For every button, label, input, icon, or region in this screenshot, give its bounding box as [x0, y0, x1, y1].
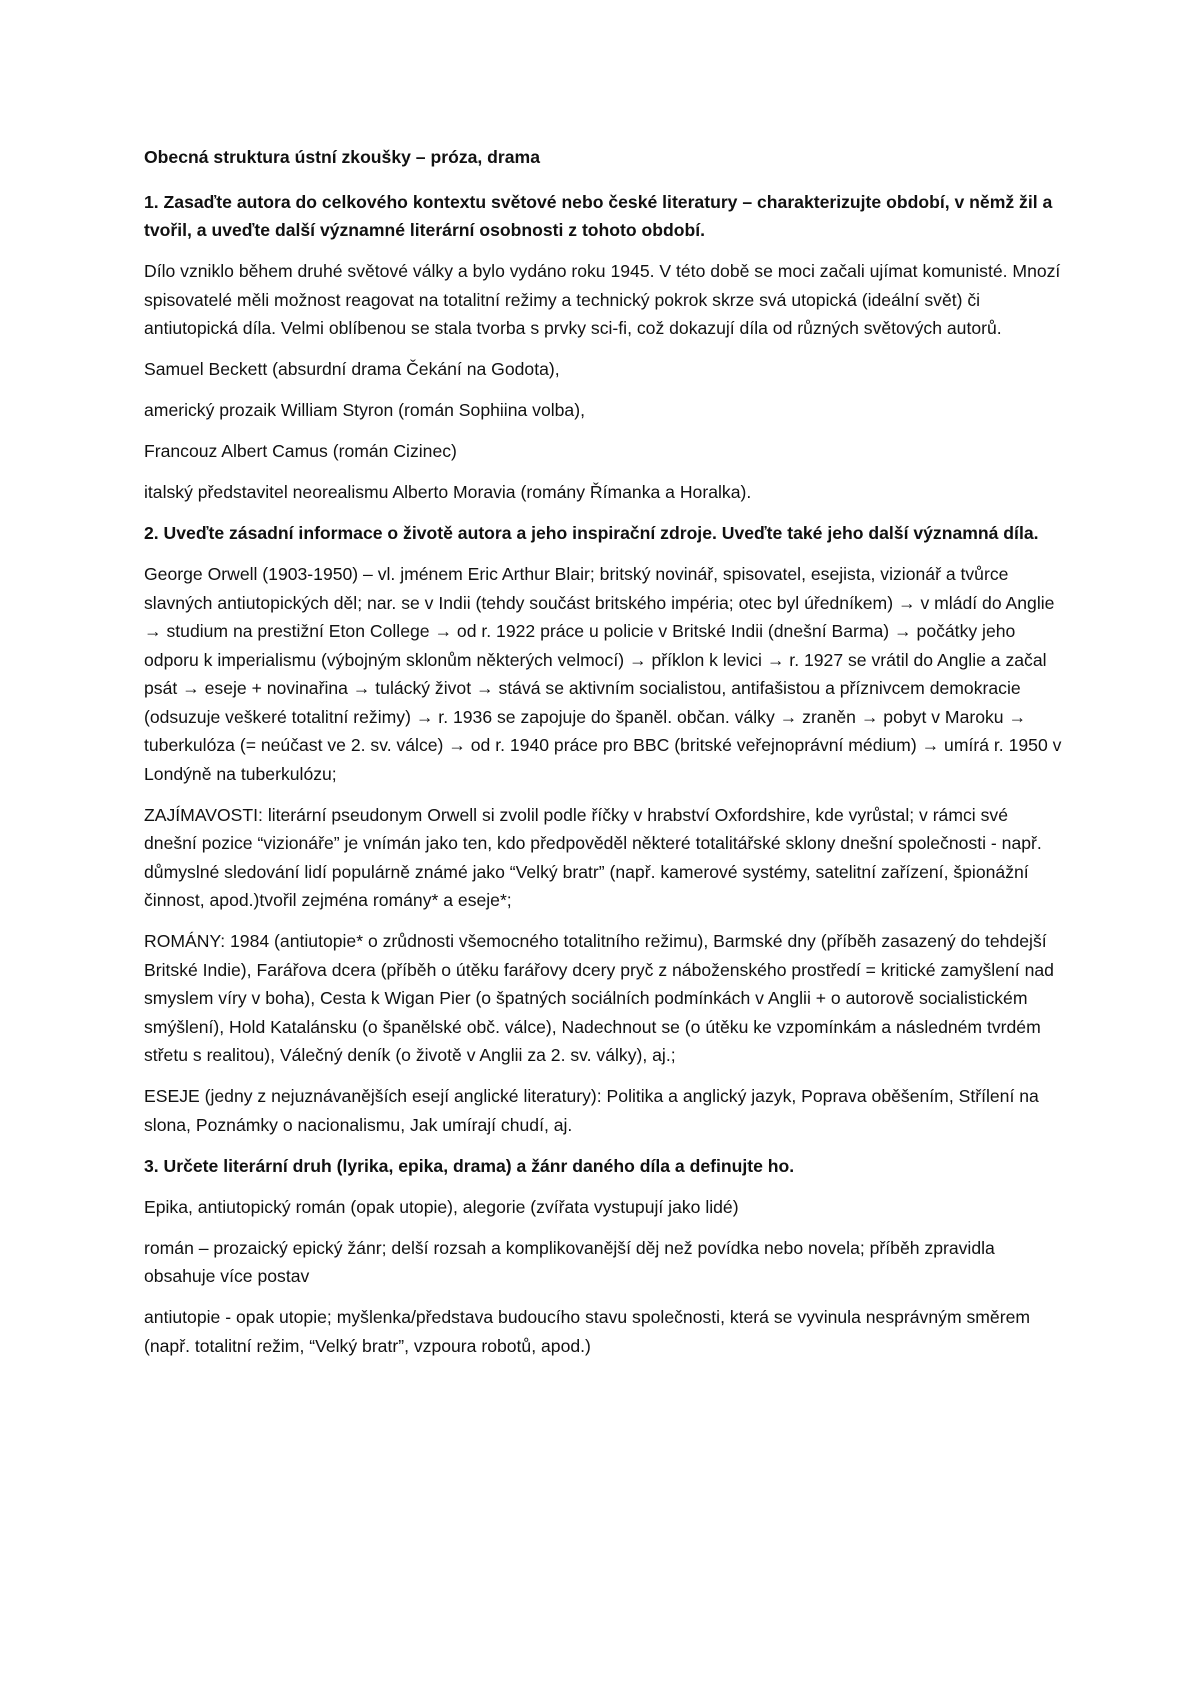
- paragraph-context: Dílo vzniklo během druhé světové války a bylo vydáno roku 1945. V této době se moci začali ujímat komunisté. Mnozí spisovatelé měli možnost reagovat na totalitní režimy a technický pokrok skrze svá utopická (ideální svět) či antiutopická díla. Velmi oblíbenou se stala tvorba s prvky sci-fi, což dokazují díla od různých světových autorů.: [144, 261, 1061, 338]
- document-title: Obecná struktura ústní zkoušky – próza, drama: [144, 147, 540, 167]
- question-1: 1. Zasaďte autora do celkového kontextu světové nebo české literatury – charakterizujte období, v němž žil a tvořil, a uveďte další významné literární osobnosti z tohoto období.: [144, 191, 1053, 240]
- author-item-camus: Francouz Albert Camus (román Cizinec): [144, 441, 457, 461]
- author-item-styron: americký prozaik William Styron (román Sophiina volba),: [144, 400, 585, 420]
- paragraph-antiutopia-definition: antiutopie - opak utopie; myšlenka/představa budoucího stavu společnosti, která se vyvinula nesprávným směrem (např. totalitní režim, “Velký bratr”, vzpoura robotů, apod.): [144, 1307, 1031, 1356]
- author-item-beckett: Samuel Beckett (absurdní drama Čekání na Godota),: [144, 359, 560, 379]
- paragraph-essays: ESEJE (jedny z nejuznávanějších esejí anglické literatury): Politika a anglický jazyk, Poprava oběšením, Střílení na slona, Poznámky o nacionalismu, Jak umírají chudí, aj.: [144, 1086, 1039, 1135]
- question-3: 3. Určete literární druh (lyrika, epika, drama) a žánr daného díla a definujte ho.: [144, 1155, 795, 1176]
- document-body: [144, 143, 1064, 1373]
- paragraph-genre: Epika, antiutopický román (opak utopie), alegorie (zvířata vystupují jako lidé): [144, 1196, 739, 1217]
- question-2: 2. Uveďte zásadní informace o životě autora a jeho inspirační zdroje. Uveďte také jeho další významná díla.: [144, 523, 1039, 543]
- paragraph-trivia: ZAJÍMAVOSTI: literární pseudonym Orwell si zvolil podle říčky v hrabství Oxfordshire, kde vyrůstal; v rámci své dnešní pozice “vizionáře” je vnímán jako ten, kdo předpověděl některé totalitářské sklony dnešní společnosti - např. důmyslné sledování lidí populárně známé jako “Velký bratr” (např. kamerové systémy, satelitní zařízení, špionážní činnost, apod.)tvořil zejména romány* a eseje*;: [144, 804, 1042, 910]
- author-item-moravia: italský představitel neorealismu Alberto Moravia (romány Římanka a Horalka).: [144, 482, 752, 502]
- paragraph-biography: George Orwell (1903-1950) – vl. jménem Eric Arthur Blair; britský novinář, spisovatel, esejista, vizionář a tvůrce slavných antiutopických děl; nar. se v Indii (tehdy součást britského impéria; otec byl úředníkem) → v mládí do Anglie → studium na prestižní Eton College → od r. 1922 práce u policie v Britské Indii (dnešní Barma) → počátky jeho odporu k imperialismu (výbojným sklonům některých velmocí) → příklon k levici → r. 1927 se vrátil do Anglie a začal psát → eseje + novinařina → tulácký život → stává se aktivním socialistou, antifašistou a příznivcem demokracie (odsuzuje veškeré totalitní režimy) → r. 1936 se zapojuje do španěl. občan. války → zraněn → pobyt v Maroku → tuberkulóza (= neúčast ve 2. sv. válce) → od r. 1940 práce pro BBC (britské veřejnoprávní médium) → umírá r. 1950 v Londýně na tuberkulózu;: [144, 564, 1062, 784]
- paragraph-novel-definition: román – prozaický epický žánr; delší rozsah a komplikovanější děj než povídka nebo novela; příběh zpravidla obsahuje více postav: [144, 1237, 995, 1286]
- paragraph-novels: ROMÁNY: 1984 (antiutopie* o zrůdnosti všemocného totalitního režimu), Barmské dny (příběh zasazený do tehdejší Britské Indie), Farářova dcera (příběh o útěku farářovy dcery pryč z náboženského prostředí = kritické zamyšlení nad smyslem víry v boha), Cesta k Wigan Pier (o špatných sociálních podmínkách v Anglii + o autorově socialistickém smýšlení), Hold Katalánsku (o španělské obč. válce), Nadechnout se (o útěku ke vzpomínkám a následném tvrdém střetu s realitou), Válečný deník (o životě v Anglii za 2. sv. války), aj.;: [144, 931, 1054, 1065]
